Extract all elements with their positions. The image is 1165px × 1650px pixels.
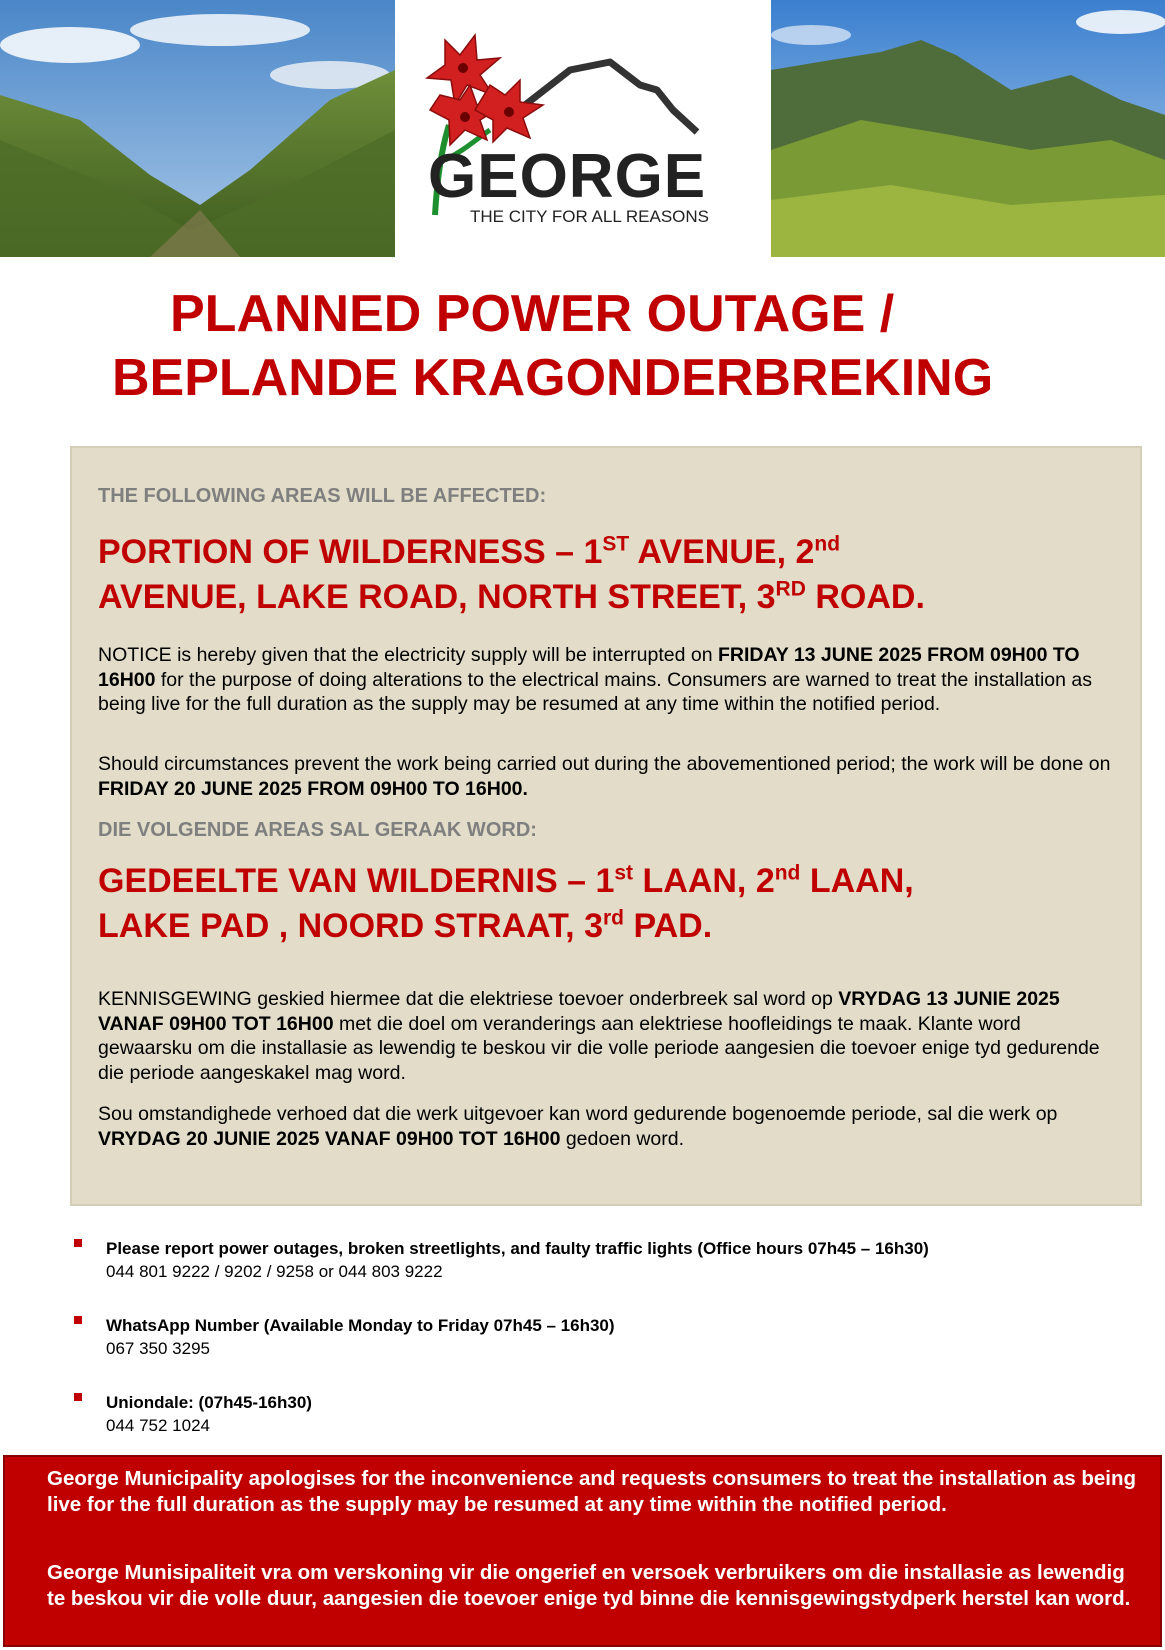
contact-title-faults: Please report power outages, broken streetlights, and faulty traffic lights (Office hours 07h45 – 16h30) (106, 1239, 929, 1258)
mountain-valley-photo (0, 0, 395, 257)
contact-title-whatsapp: WhatsApp Number (Available Monday to Friday 07h45 – 16h30) (106, 1316, 615, 1335)
contact-number-faults: 044 801 9222 / 9202 / 9258 or 044 803 9222 (106, 1262, 443, 1281)
contact-number-whatsapp: 067 350 3295 (106, 1339, 210, 1358)
logo-wordmark: GEORGE (428, 142, 707, 211)
apology-text-english: George Municipality apologises for the inconvenience and requests consumers to treat the installation as being live for the full duration as the supply may be resumed at any time within the notified period. (47, 1467, 1137, 1516)
george-logo (405, 0, 760, 257)
bullet-icon (74, 1239, 82, 1247)
logo-tagline: THE CITY FOR ALL REASONS (470, 207, 710, 226)
page-title-afrikaans: BEPLANDE KRAGONDERBREKING (112, 349, 994, 407)
bullet-icon (74, 1316, 82, 1324)
contact-number-uniondale: 044 752 1024 (106, 1416, 210, 1435)
apology-text-afrikaans: George Munisipaliteit vra om verskoning vir die ongerief en versoek verbruikers om die installasie as lewendig te beskou vir die volle duur, aangesien die toevoer enige tyd binne die kennisgewingstydperk herstel kan word. (47, 1561, 1131, 1610)
notice-panel (70, 446, 1142, 1206)
affected-areas-label-afrikaans: DIE VOLGENDE AREAS SAL GERAAK WORD: (98, 819, 537, 841)
notice-paragraph-afrikaans: KENNISGEWING geskied hiermee dat die elektriese toevoer onderbreek sal word op VRYDAG 13 JUNIE 2025 VANAF 09H00 TOT 16H00 met die doel om veranderings aan elektriese hoofleidings te maak. Klante word gewaarsku om die installasie as lewendig te beskou vir die volle periode aangesien die toevoer enige tyd gedurende die periode aangeskakel mag word. (98, 988, 1100, 1084)
apology-banner (3, 1455, 1162, 1647)
contact-title-uniondale: Uniondale: (07h45-16h30) (106, 1393, 312, 1412)
affected-areas-label-english: THE FOLLOWING AREAS WILL BE AFFECTED: (98, 485, 547, 507)
page-title-english: PLANNED POWER OUTAGE / (170, 285, 895, 343)
notice-paragraph-english: NOTICE is hereby given that the electricity supply will be interrupted on FRIDAY 13 JUNE 2025 FROM 09H00 TO 16H00 for the purpose of doing alterations to the electrical mains. Consumers are warned to treat the installation as being live for the full duration as the supply may be resumed at any time within the notified period. (98, 644, 1092, 715)
affected-areas-english: PORTION OF WILDERNESS – 1ST AVENUE, 2nd AVENUE, LAKE ROAD, NORTH STREET, 3RD ROAD. (98, 532, 925, 616)
affected-areas-afrikaans: GEDEELTE VAN WILDERNIS – 1st LAAN, 2nd LAAN, LAKE PAD , NOORD STRAAT, 3rd PAD. (98, 861, 914, 945)
mountain-peak-photo (771, 0, 1165, 257)
alternate-date-paragraph-afrikaans: Sou omstandighede verhoed dat die werk uitgevoer kan word gedurende bogenoemde periode, sal die werk op VRYDAG 20 JUNIE 2025 VANAF 09H00 TOT 16H00 gedoen word. (98, 1103, 1058, 1150)
bullet-icon (74, 1393, 82, 1401)
alternate-date-paragraph-english: Should circumstances prevent the work being carried out during the abovementioned period; the work will be done on FRIDAY 20 JUNE 2025 FROM 09H00 TO 16H00. (98, 753, 1111, 800)
